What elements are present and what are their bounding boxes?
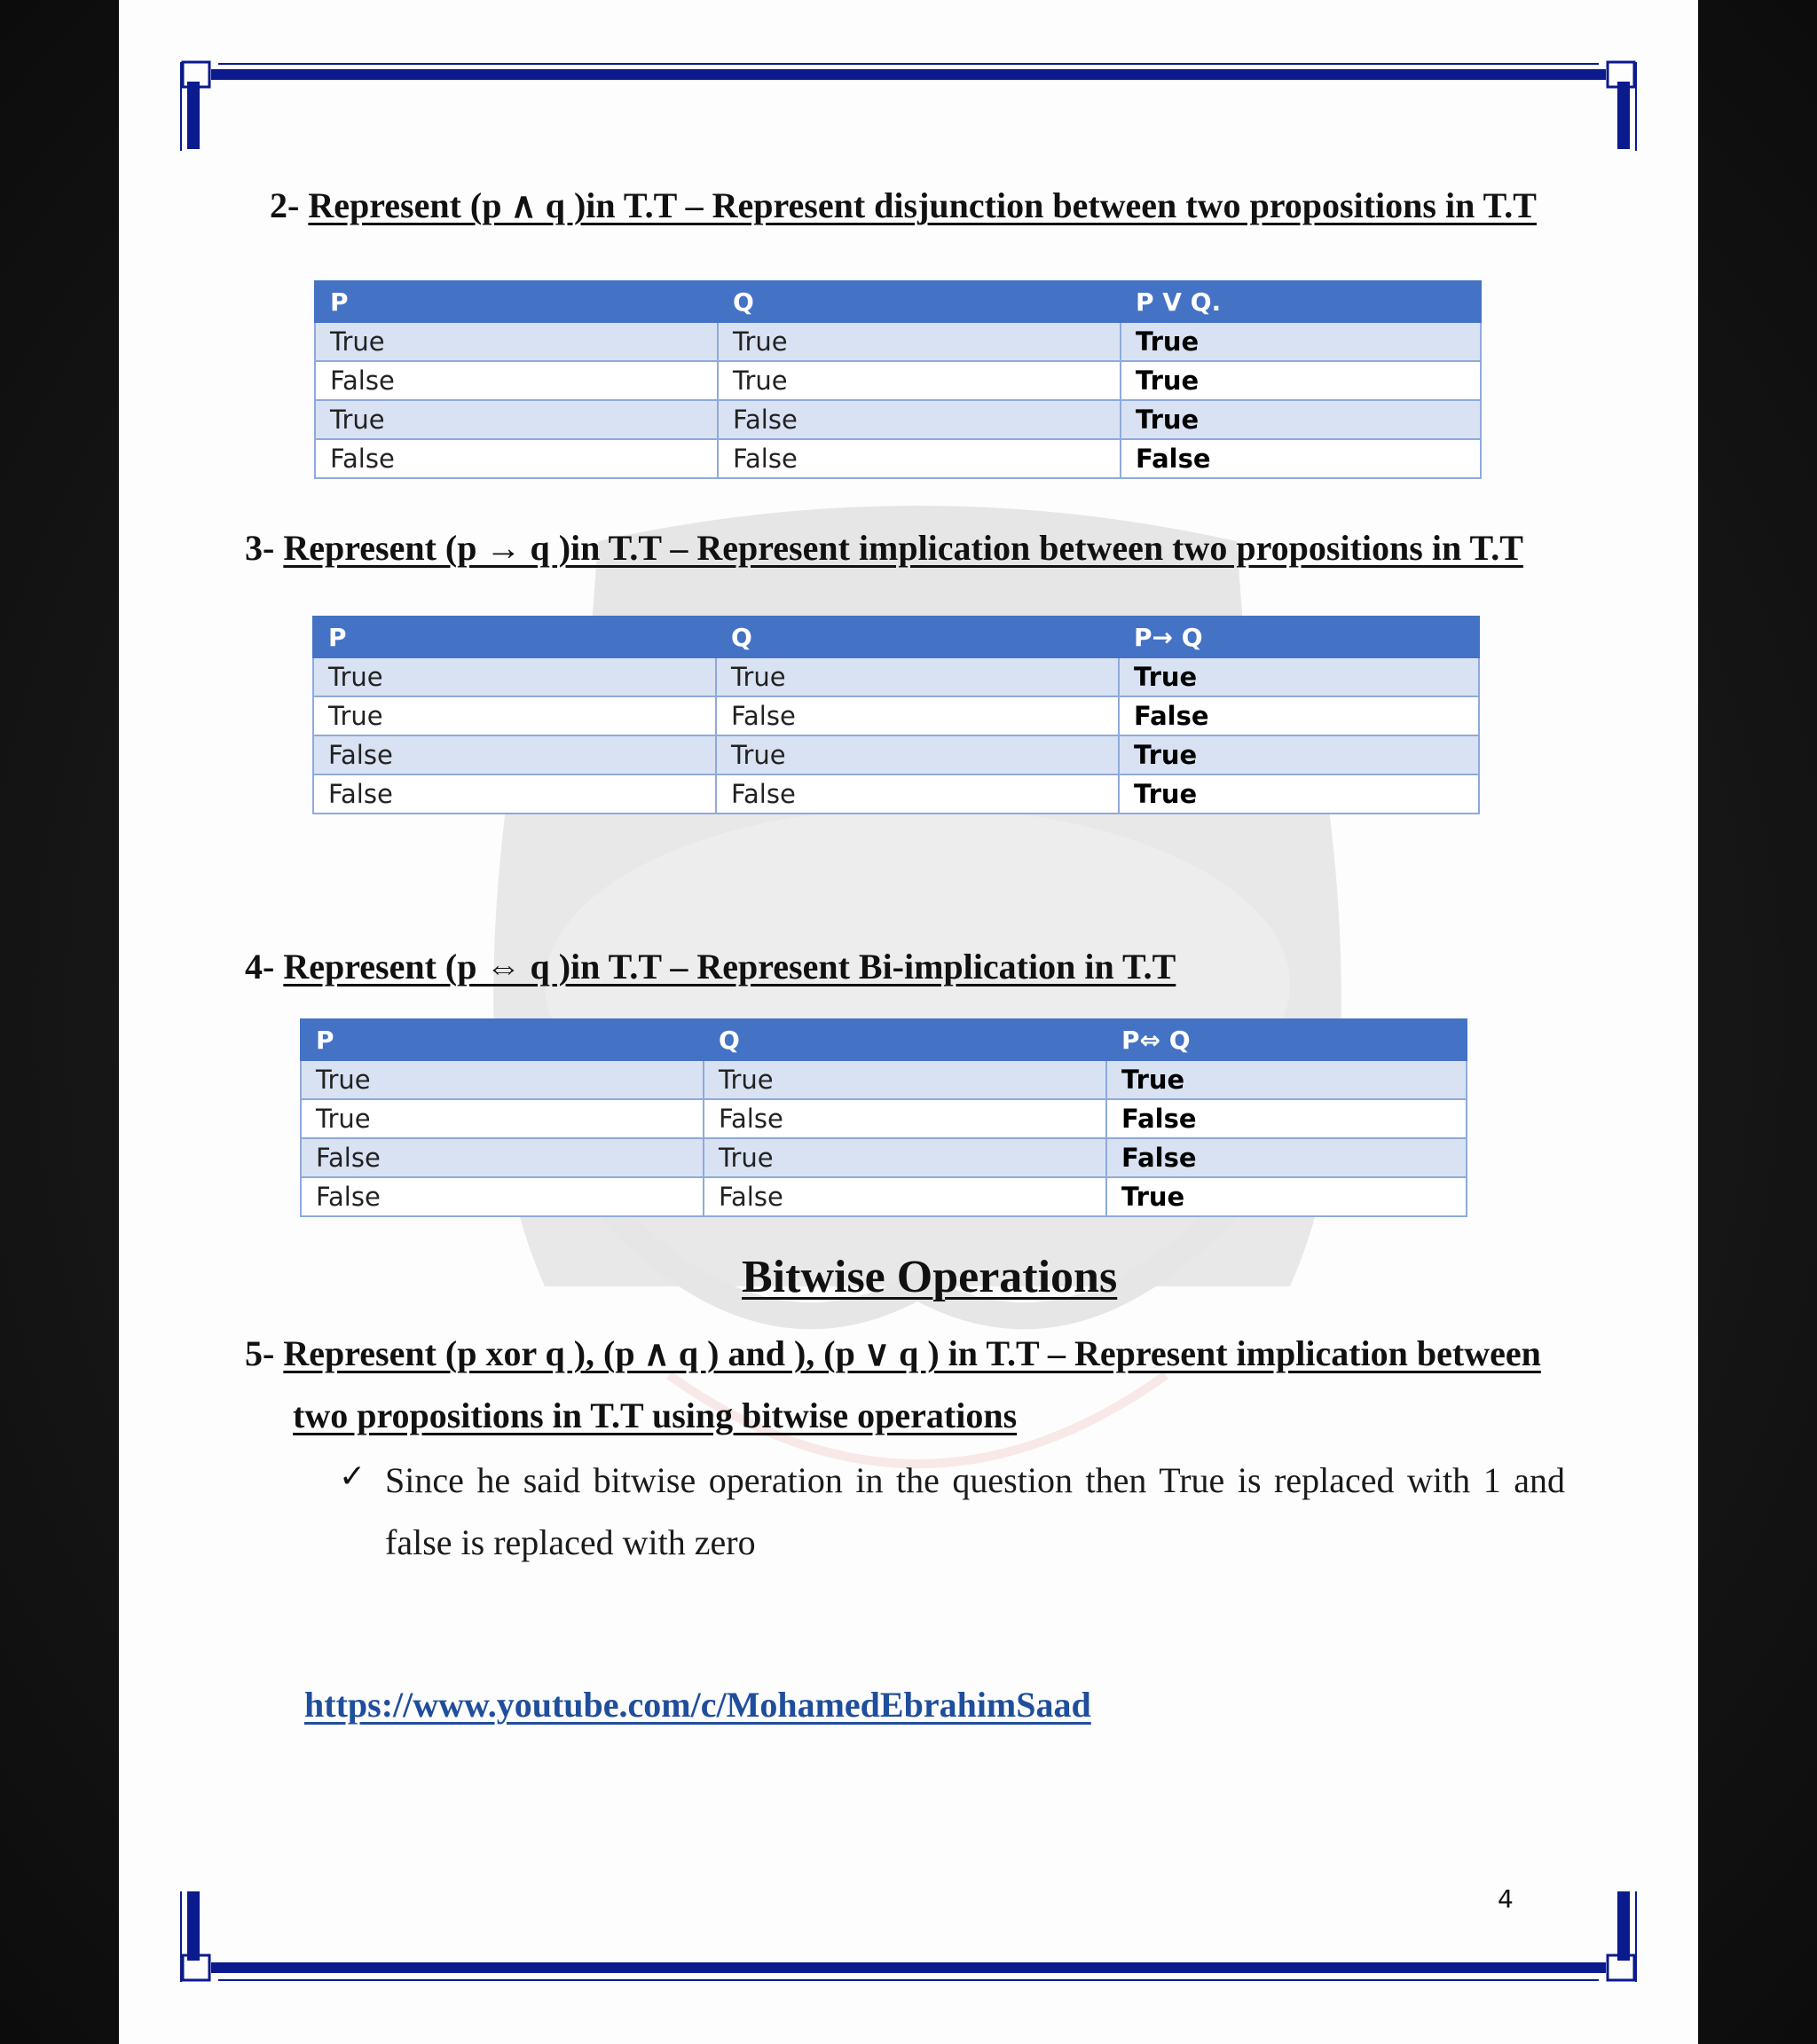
q4-truth-table: [300, 1018, 1467, 1217]
header-cell: P: [315, 281, 718, 322]
table-row: [315, 400, 1481, 439]
table-cell: False: [313, 774, 716, 814]
result-cell: True: [1121, 400, 1481, 439]
table-cell: True: [718, 322, 1121, 361]
table-cell: False: [301, 1138, 704, 1177]
result-cell: True: [1106, 1060, 1467, 1099]
result-cell: True: [1121, 361, 1481, 400]
header-cell: P⇔ Q: [1106, 1019, 1467, 1060]
page-number: 4: [1498, 1884, 1514, 1914]
table-row: [313, 657, 1479, 696]
q3-number: 3-: [245, 528, 275, 568]
q4-title: Represent (p ⇔ q )in T.T – Represent Bi-implication in T.T: [283, 947, 1176, 987]
table-cell: True: [315, 322, 718, 361]
table-cell: True: [313, 657, 716, 696]
q5-title-line2: two propositions in T.T using bitwise operations: [293, 1395, 1018, 1435]
table-row: [313, 696, 1479, 735]
header-cell: P: [313, 617, 716, 657]
result-cell: False: [1121, 439, 1481, 478]
youtube-channel-link[interactable]: https://www.youtube.com/c/MohamedEbrahimSaad: [304, 1685, 1091, 1725]
result-cell: False: [1106, 1099, 1467, 1138]
result-cell: False: [1106, 1138, 1467, 1177]
header-cell: Q: [704, 1019, 1106, 1060]
q3-heading: [245, 527, 1523, 569]
bullet-text-line1: Since he said bitwise operation in the question then True is replaced with 1 and: [385, 1460, 1565, 1500]
table-header-row: [315, 281, 1481, 322]
q2-number: 2-: [270, 185, 300, 225]
table-cell: False: [315, 439, 718, 478]
result-cell: False: [1119, 696, 1479, 735]
q2-truth-table: [314, 280, 1482, 479]
result-cell: True: [1119, 735, 1479, 774]
q5-title-line1: Represent (p xor q ), (p ∧ q ) and ), (p ∨ q ) in T.T – Represent implication between: [283, 1333, 1541, 1373]
q2-title: Represent (p ∧ q )in T.T – Represent disjunction between two propositions in T.T: [308, 185, 1537, 225]
header-cell: P: [301, 1019, 704, 1060]
header-cell: Q: [718, 281, 1121, 322]
table-row: [315, 322, 1481, 361]
table-row: [313, 735, 1479, 774]
table-cell: False: [704, 1099, 1106, 1138]
table-cell: False: [718, 400, 1121, 439]
table-row: [315, 361, 1481, 400]
table-row: [301, 1177, 1467, 1216]
table-cell: True: [716, 735, 1119, 774]
table-cell: True: [716, 657, 1119, 696]
table-cell: True: [301, 1060, 704, 1099]
result-cell: True: [1121, 322, 1481, 361]
document-page: [119, 0, 1698, 2044]
q4-heading: [245, 946, 1176, 987]
table-cell: False: [716, 696, 1119, 735]
table-cell: False: [313, 735, 716, 774]
q4-number: 4-: [245, 947, 275, 987]
header-cell: P→ Q: [1119, 617, 1479, 657]
table-cell: False: [716, 774, 1119, 814]
table-cell: True: [315, 400, 718, 439]
table-header-row: [313, 617, 1479, 657]
table-cell: True: [718, 361, 1121, 400]
result-cell: True: [1119, 774, 1479, 814]
table-row: [301, 1060, 1467, 1099]
q5-heading: [245, 1333, 1541, 1374]
table-cell: False: [301, 1177, 704, 1216]
result-cell: True: [1119, 657, 1479, 696]
table-cell: False: [704, 1177, 1106, 1216]
table-row: [301, 1099, 1467, 1138]
result-cell: True: [1106, 1177, 1467, 1216]
table-cell: True: [704, 1060, 1106, 1099]
header-cell: Q: [716, 617, 1119, 657]
table-row: [301, 1138, 1467, 1177]
table-row: [313, 774, 1479, 814]
q5-heading-line2: [293, 1395, 1017, 1436]
header-cell: P V Q.: [1121, 281, 1481, 322]
q3-truth-table: [312, 616, 1480, 814]
bullet-text-line2: false is replaced with zero: [385, 1522, 756, 1562]
table-header-row: [301, 1019, 1467, 1060]
q2-heading: [270, 185, 1537, 226]
q3-title: Represent (p → q )in T.T – Represent implication between two propositions in T.T: [283, 528, 1523, 568]
q5-number: 5-: [245, 1333, 275, 1373]
checkmark-icon: ✓: [339, 1458, 366, 1495]
section-title: Bitwise Operations: [742, 1252, 1118, 1302]
table-row: [315, 439, 1481, 478]
table-cell: True: [704, 1138, 1106, 1177]
table-cell: True: [313, 696, 716, 735]
table-cell: False: [718, 439, 1121, 478]
table-cell: False: [315, 361, 718, 400]
table-cell: True: [301, 1099, 704, 1138]
